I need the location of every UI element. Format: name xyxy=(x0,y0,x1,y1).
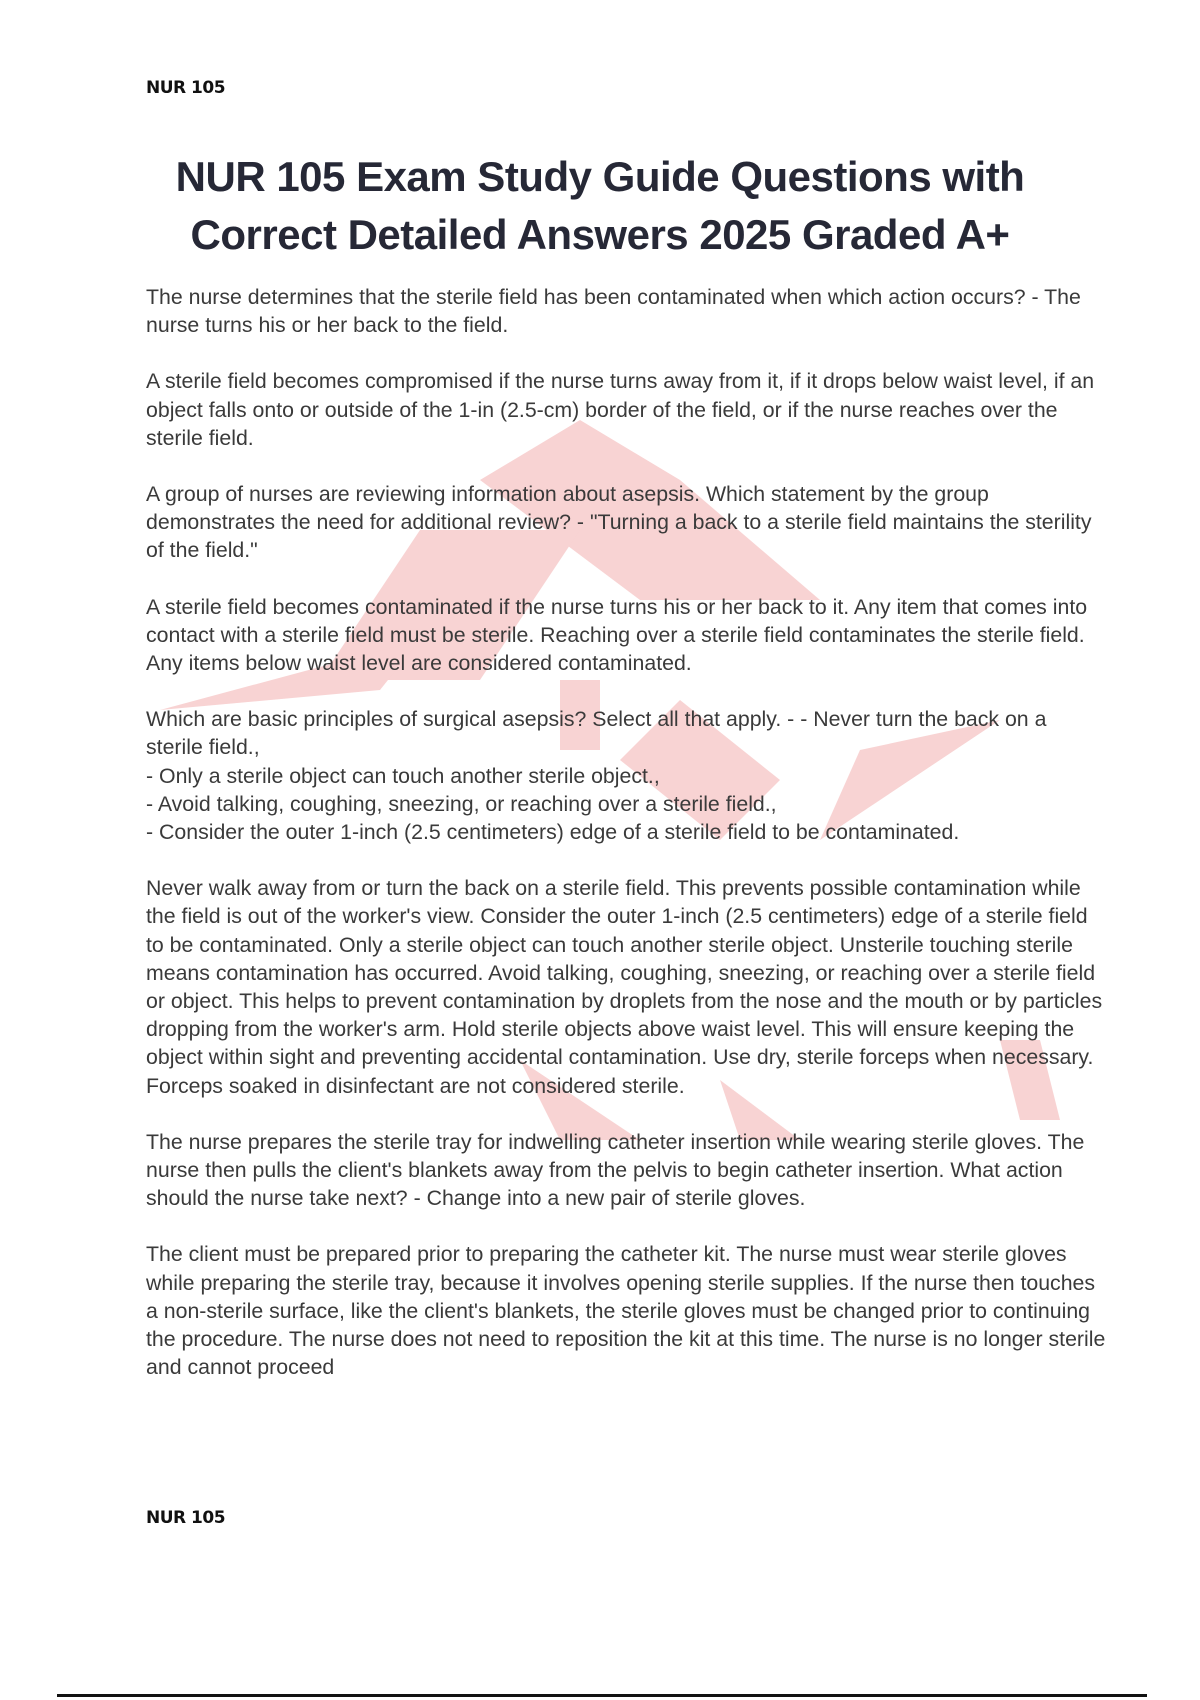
paragraph: The nurse determines that the sterile field has been contaminated when which action occurs? - The nurse turns his or her back to the field. xyxy=(146,285,1081,338)
list-item: - Avoid talking, coughing, sneezing, or reaching over a sterile field., xyxy=(146,791,777,816)
paragraph: A group of nurses are reviewing information about asepsis. Which statement by the group demonstrates the need for additional review? - "Turning a back to a sterile field maintains the sterility of the field." xyxy=(146,482,1092,563)
paragraph: The nurse prepares the sterile tray for indwelling catheter insertion while wearing sterile gloves. The nurse then pulls the client's blankets away from the pelvis to begin catheter insertion. What action should the nurse take next? - Change into a new pair of sterile gloves. xyxy=(146,1129,1085,1211)
paragraph: Never walk away from or turn the back on a sterile field. This prevents possible contamination while the field is out of the worker's view. Consider the outer 1-inch (2.5 centimeters) edge of a sterile field to be contaminated. Only a sterile object can touch another sterile object. Unsterile touching sterile means contamination has occurred. Avoid talking, coughing, sneezing, or reaching over a sterile field or object. This helps to prevent contamination by droplets from the nose and the mouth or by particles dropping from the worker's arm. Hold sterile objects above waist level. This will ensure keeping the object within sight and preventing accidental contamination. Use dry, sterile forceps when necessary. Forceps soaked in disinfectant are not considered sterile. xyxy=(146,876,1103,1098)
paragraph: The client must be prepared prior to preparing the catheter kit. The nurse must wear sterile gloves while preparing the sterile tray, because it involves opening sterile supplies. If the nurse then touches a non-sterile surface, like the client's blankets, the sterile gloves must be changed prior to continuing the procedure. The nurse does not need to reposition the kit at this time. The nurse is no longer sterile and cannot proceed xyxy=(146,1242,1106,1380)
document-body xyxy=(146,283,1106,1410)
list-item: - Only a sterile object can touch another sterile object., xyxy=(146,763,660,788)
paragraph: A sterile field becomes contaminated if the nurse turns his or her back to it. Any item that comes into contact with a sterile field must be sterile. Reaching over a sterile field contaminates the sterile field. Any items below waist level are considered contaminated. xyxy=(146,594,1088,676)
running-header: NUR 105 xyxy=(146,78,226,98)
list-question xyxy=(146,705,1106,846)
running-footer: NUR 105 xyxy=(146,1508,226,1528)
document-title xyxy=(0,148,1200,264)
title-line-1: NUR 105 Exam Study Guide Questions with xyxy=(175,153,1025,200)
title-line-2: Correct Detailed Answers 2025 Graded A+ xyxy=(190,211,1010,258)
page-divider xyxy=(57,1694,1147,1697)
list-lead: Which are basic principles of surgical asepsis? Select all that apply. - - Never turn the back on a sterile field., xyxy=(146,707,1047,760)
list-item: - Consider the outer 1-inch (2.5 centimeters) edge of a sterile field to be contaminated. xyxy=(146,820,960,845)
paragraph: A sterile field becomes compromised if the nurse turns away from it, if it drops below waist level, if an object falls onto or outside of the 1-in (2.5-cm) border of the field, or if the nurse reaches over the sterile field. xyxy=(146,369,1095,450)
